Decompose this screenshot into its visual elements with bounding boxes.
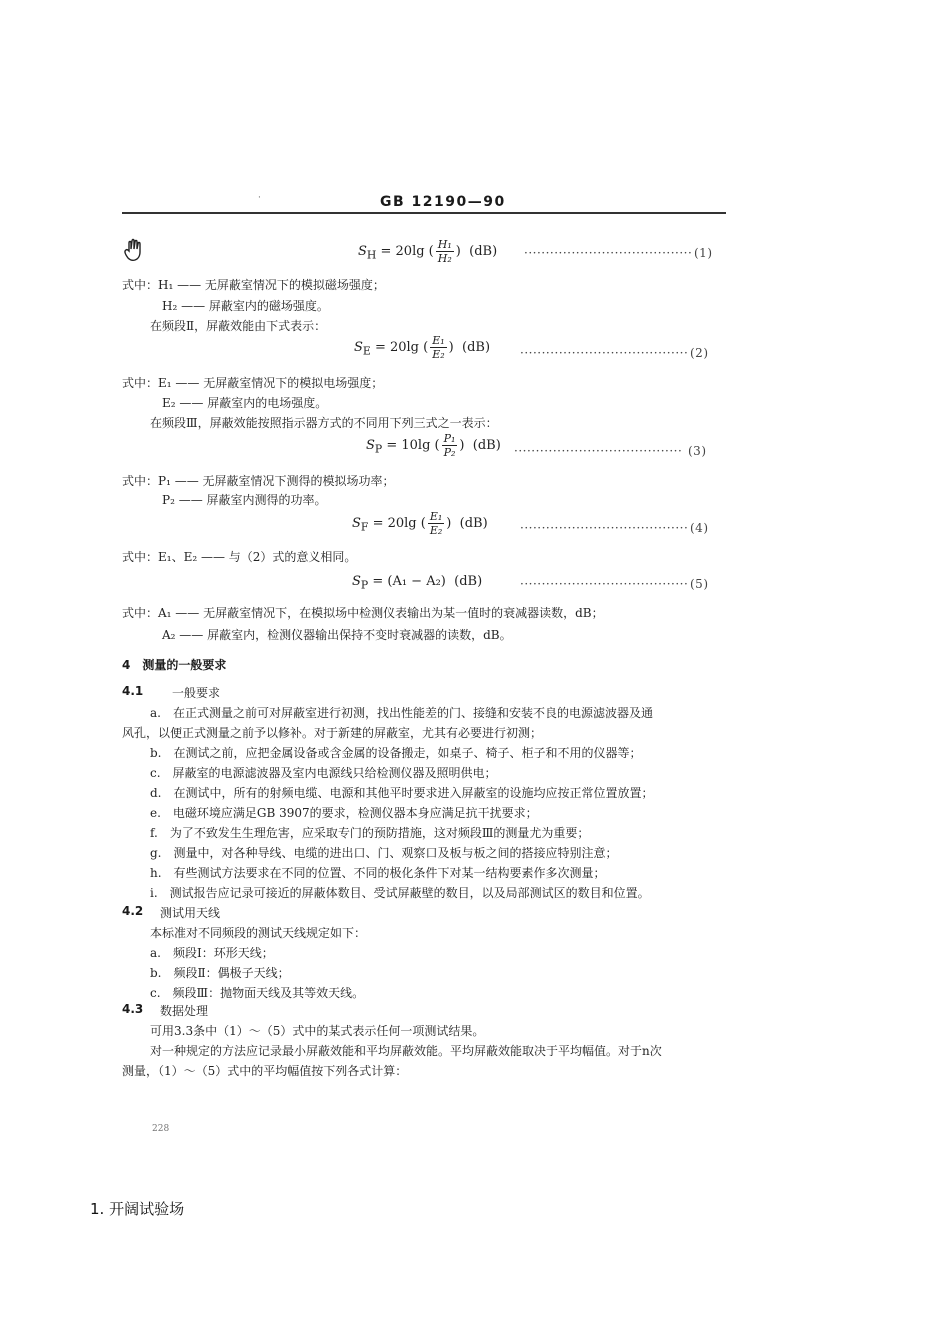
antenna-b: b. 频段Ⅱ：偶极子天线； bbox=[150, 966, 290, 980]
header-rule bbox=[122, 212, 726, 214]
equation-3: $S_P = 10\lg$ ( $\frac{\text{P₁}}{\text{P₂}}$ ) (dB) bbox=[366, 432, 501, 459]
def-e1: 式中：E₁ —— 无屏蔽室情况下的模拟电场强度； bbox=[122, 376, 384, 390]
footer-caption: 1. 开阔试验场 bbox=[90, 1200, 185, 1218]
def-p2: P₂ —— 屏蔽室内测得的功率。 bbox=[162, 493, 327, 507]
hand-icon bbox=[122, 238, 148, 262]
speck: · bbox=[258, 193, 261, 203]
antenna-intro: 本标准对不同频段的测试天线规定如下： bbox=[150, 926, 367, 940]
equation-3-number: (3) bbox=[688, 444, 707, 458]
section-4-2-number: 4.2 bbox=[122, 904, 144, 918]
list-item-h: h. 有些测试方法要求在不同的位置、不同的极化条件下对某一结构要素作多次测量； bbox=[150, 866, 606, 880]
def-e1-e2: 式中：E₁、E₂ —— 与（2）式的意义相同。 bbox=[122, 550, 357, 564]
standard-number: GB 12190—90 bbox=[380, 194, 506, 210]
def-a2: A₂ —— 屏蔽室内，检测仪器输出保持不变时衰减器的读数，dB。 bbox=[162, 628, 512, 642]
antenna-a: a. 频段Ⅰ：环形天线； bbox=[150, 946, 274, 960]
antenna-c: c. 频段Ⅲ：抛物面天线及其等效天线。 bbox=[150, 986, 365, 1000]
equation-2-number: (2) bbox=[690, 346, 709, 360]
list-item-a-cont: 风孔，以便正式测量之前予以修补。对于新建的屏蔽室，尤其有必要进行初测； bbox=[122, 726, 543, 740]
def-e2: E₂ —— 屏蔽室内的电场强度。 bbox=[162, 396, 328, 410]
section-4-title: 4 测量的一般要求 bbox=[122, 658, 227, 672]
list-item-g: g. 测量中，对各种导线、电缆的进出口、门、观察口及板与板之间的搭接应特别注意； bbox=[150, 846, 618, 860]
equation-2: $S_E = 20\lg$ ( $\frac{\text{E₁}}{\text{E₂}}$ ) (dB) bbox=[354, 334, 491, 361]
section-4-3-title: 数据处理 bbox=[160, 1004, 209, 1018]
list-item-f: f. 为了不致发生生理危害，应采取专门的预防措施，这对频段Ⅲ的测量尤为重要； bbox=[150, 826, 590, 840]
def-a1: 式中：A₁ —— 无屏蔽室情况下，在模拟场中检测仪表输出为某一值时的衰减器读数，dB； bbox=[122, 606, 604, 620]
data-processing-line-1: 可用3.3条中（1）～（5）式中的某式表示任何一项测试结果。 bbox=[150, 1024, 485, 1038]
equation-2-leader: ······································· bbox=[520, 346, 689, 360]
list-item-c: c. 屏蔽室的电源滤波器及室内电源线只给检测仪器及照明供电； bbox=[150, 766, 497, 780]
equation-4-number: (4) bbox=[690, 521, 709, 535]
equation-4-leader: ······································· bbox=[520, 521, 689, 535]
equation-1-number: (1) bbox=[694, 246, 713, 260]
list-item-a: a. 在正式测量之前可对屏蔽室进行初测，找出性能差的门、接缝和安装不良的电源滤波器及通 bbox=[150, 706, 653, 720]
section-4-2-title: 测试用天线 bbox=[160, 906, 221, 920]
equation-5-leader: ······································· bbox=[520, 577, 689, 591]
equation-3-leader: ······································· bbox=[514, 444, 683, 458]
data-processing-line-2: 对一种规定的方法应记录最小屏蔽效能和平均屏蔽效能。平均屏蔽效能取决于平均幅值。对于n次 bbox=[150, 1044, 662, 1058]
equation-5-number: (5) bbox=[690, 577, 709, 591]
list-item-b: b. 在测试之前，应把金属设备或含金属的设备搬走，如桌子、椅子、柜子和不用的仪器等； bbox=[150, 746, 642, 760]
def-h2: H₂ —— 屏蔽室内的磁场强度。 bbox=[162, 299, 329, 313]
data-processing-line-3: 测量，（1）～（5）式中的平均幅值按下列各式计算： bbox=[122, 1064, 408, 1078]
def-p1: 式中：P₁ —— 无屏蔽室情况下测得的模拟场功率； bbox=[122, 474, 395, 488]
equation-1-leader: ······································· bbox=[524, 246, 693, 260]
section-4-1-number: 4.1 bbox=[122, 684, 144, 698]
page-number: 228 bbox=[152, 1124, 170, 1134]
equation-4: $S_F = 20\lg$ ( $\frac{\text{E₁}}{\text{E₂}}$ ) (dB) bbox=[352, 510, 488, 537]
equation-5: $S_P = (A_1 - A_2)$ (dB) bbox=[352, 574, 483, 592]
list-item-i: i. 测试报告应记录可接近的屏蔽体数目、受试屏蔽壁的数目，以及局部测试区的数目和位置。 bbox=[150, 886, 650, 900]
section-4-3-number: 4.3 bbox=[122, 1002, 144, 1016]
list-item-e: e. 电磁环境应满足GB 3907的要求，检测仪器本身应满足抗干扰要求； bbox=[150, 806, 538, 820]
equation-1: $S_H = 20\lg$ ( $\frac{\text{H₁}}{\text{H₂}}$ ) (dB) bbox=[358, 238, 498, 265]
section-4-1-title: 一般要求 bbox=[172, 686, 221, 700]
band-2-intro: 在频段Ⅱ，屏蔽效能由下式表示： bbox=[150, 319, 327, 333]
band-3-intro: 在频段Ⅲ，屏蔽效能按照指示器方式的不同用下列三式之一表示： bbox=[150, 416, 498, 430]
def-h1: 式中：H₁ —— 无屏蔽室情况下的模拟磁场强度； bbox=[122, 278, 385, 292]
list-item-d: d. 在测试中，所有的射频电缆、电源和其他平时要求进入屏蔽室的设施均应按正常位置放置； bbox=[150, 786, 654, 800]
